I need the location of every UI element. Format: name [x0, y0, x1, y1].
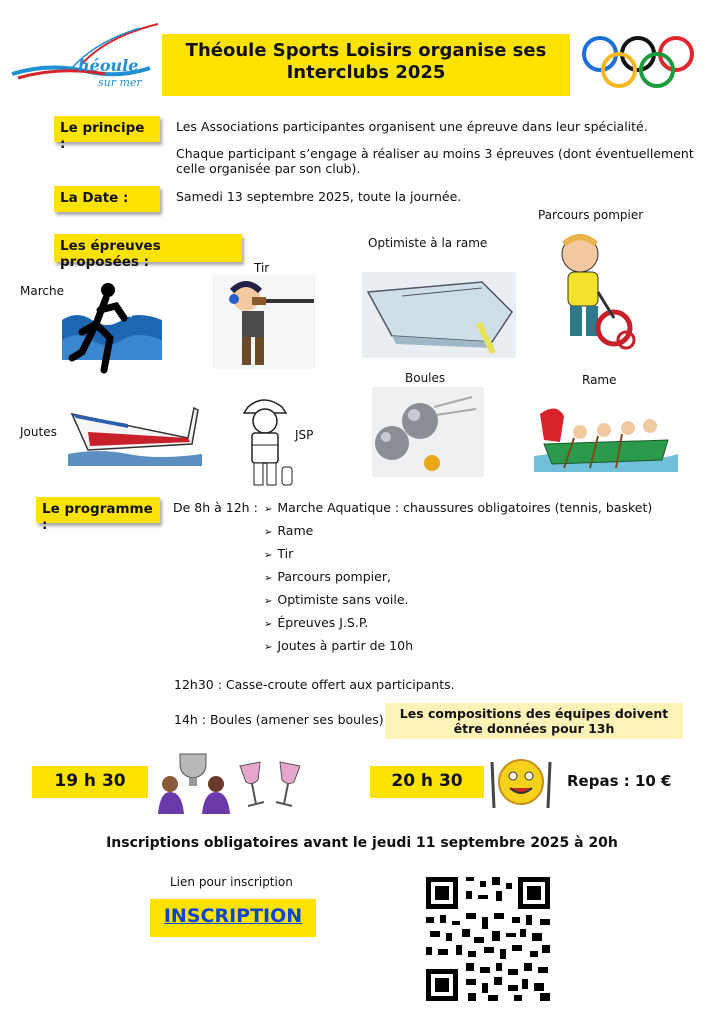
list-item: ➢ Épreuves J.S.P.	[264, 611, 704, 634]
inscription-link-box	[150, 899, 316, 937]
principe-line-2: Chaque participant s’engage à réaliser au moins 3 épreuves (dont éventuellement celle organisée par son club).	[176, 146, 694, 176]
hungry-smiley-icon	[486, 752, 556, 812]
list-item: ➢ Parcours pompier,	[264, 565, 704, 588]
marche-runner-icon	[62, 280, 162, 376]
qr-code-icon	[422, 873, 554, 1005]
principe-line-1: Les Associations participantes organisent une épreuve dans leur spécialité.	[176, 119, 648, 134]
caption-tir: Tir	[254, 261, 270, 275]
title-line-1: Théoule Sports Loisirs organise ses	[185, 40, 547, 61]
time-1930: 19 h 30	[32, 766, 148, 798]
pompier-runner-icon	[548, 232, 638, 352]
inscriptions-deadline: Inscriptions obligatoires avant le jeudi 11 septembre 2025 à 20h	[106, 835, 618, 851]
logo-text-bottom: sur mer	[98, 76, 142, 89]
caption-optimiste: Optimiste à la rame	[368, 236, 488, 250]
epreuves-label: Les épreuves proposées :	[54, 234, 242, 262]
programme-list	[264, 496, 704, 657]
list-item: ➢ Joutes à partir de 10h	[264, 634, 704, 657]
logo-text-top: héoule	[78, 56, 139, 75]
optimiste-boat-icon	[362, 272, 516, 358]
list-item: ➢ Marche Aquatique : chaussures obligatoires (tennis, basket)	[264, 496, 704, 519]
wine-glasses-icon	[234, 756, 306, 812]
boules-petanque-icon	[372, 387, 484, 477]
date-value: Samedi 13 septembre 2025, toute la journée.	[176, 189, 462, 204]
title-line-2: Interclubs 2025	[286, 62, 446, 83]
inscription-link[interactable]: INSCRIPTION	[163, 905, 303, 927]
programme-time-slot: De 8h à 12h :	[173, 500, 258, 515]
programme-boules: 14h : Boules (amener ses boules)	[174, 712, 384, 727]
principe-label: Le principe :	[54, 116, 160, 142]
rame-dragon-boat-icon	[534, 394, 678, 480]
caption-jsp: JSP	[295, 428, 314, 442]
list-item: ➢ Optimiste sans voile.	[264, 588, 704, 611]
date-label: La Date :	[54, 186, 160, 212]
time-2030: 20 h 30	[370, 766, 484, 798]
page-title	[162, 34, 570, 96]
logo	[10, 22, 160, 92]
programme-notice: Les compositions des équipes doivent être données pour 13h	[385, 703, 683, 739]
programme-label: Le programme :	[36, 497, 160, 523]
repas-price: Repas : 10 €	[567, 772, 672, 790]
caption-marche: Marche	[20, 284, 64, 298]
caption-joutes: Joutes	[20, 425, 57, 439]
trophy-celebration-icon	[154, 750, 232, 814]
olympic-rings-icon	[580, 34, 696, 90]
caption-boules: Boules	[405, 371, 446, 385]
list-item: ➢ Tir	[264, 542, 704, 565]
jsp-firefighter-icon	[234, 393, 298, 489]
lien-label: Lien pour inscription	[170, 875, 293, 889]
tir-shooter-icon	[212, 275, 316, 369]
caption-rame: Rame	[582, 373, 617, 387]
joutes-boat-icon	[68, 402, 202, 466]
qr-code[interactable]	[422, 873, 554, 1005]
programme-lunch: 12h30 : Casse-croute offert aux participants.	[174, 677, 455, 692]
caption-pompier: Parcours pompier	[538, 208, 644, 222]
list-item: ➢ Rame	[264, 519, 704, 542]
